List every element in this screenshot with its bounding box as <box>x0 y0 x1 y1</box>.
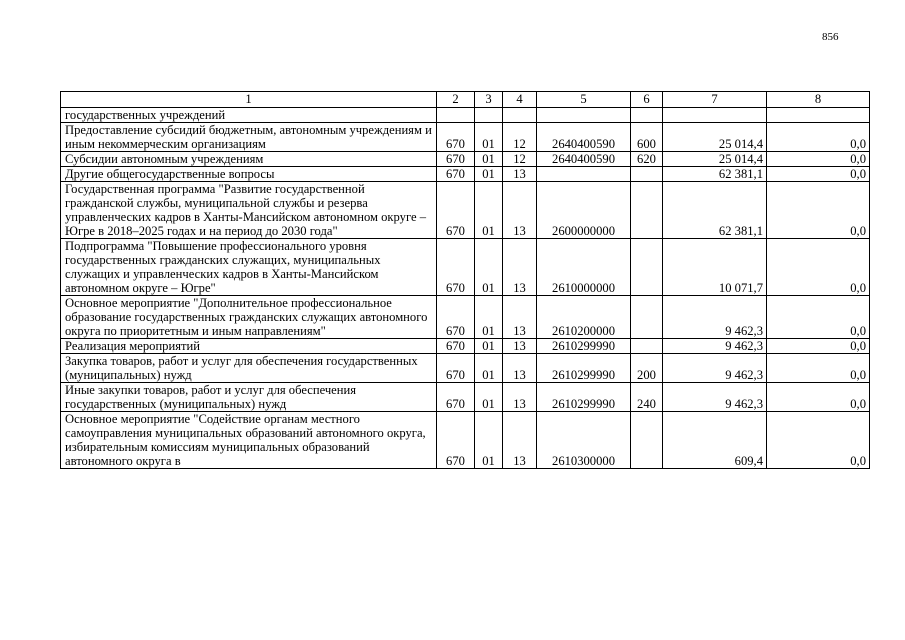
amount-cell: 62 381,1 <box>663 182 767 239</box>
table-body <box>61 108 870 469</box>
admin-code-cell: 670 <box>437 167 475 182</box>
target-article-cell: 2610299990 <box>537 354 631 383</box>
row-name-cell: Другие общегосударственные вопросы <box>61 167 437 182</box>
row-name-cell: Субсидии автономным учреждениям <box>61 152 437 167</box>
header-row <box>61 92 870 108</box>
table-row <box>61 167 870 182</box>
expense-type-cell: 200 <box>631 354 663 383</box>
amount-extra-cell: 0,0 <box>767 152 870 167</box>
section-code-cell: 01 <box>475 339 503 354</box>
target-article-cell: 2640400590 <box>537 152 631 167</box>
subsection-code-cell: 13 <box>503 182 537 239</box>
table-row <box>61 296 870 339</box>
amount-extra-cell: 0,0 <box>767 412 870 469</box>
row-name-cell: Закупка товаров, работ и услуг для обеспечения государственных (муниципальных) нужд <box>61 354 437 383</box>
subsection-code-cell: 13 <box>503 383 537 412</box>
subsection-code-cell: 13 <box>503 354 537 383</box>
target-article-cell <box>537 167 631 182</box>
row-name-cell: Иные закупки товаров, работ и услуг для обеспечения государственных (муниципальных) нужд <box>61 383 437 412</box>
section-code-cell: 01 <box>475 383 503 412</box>
row-name-cell: Основное мероприятие "Дополнительное профессиональное образование государственных гражданских служащих автономного округа по приоритетным и иным направлениям" <box>61 296 437 339</box>
amount-extra-cell: 0,0 <box>767 296 870 339</box>
header-cell: 8 <box>767 92 870 108</box>
expense-type-cell <box>631 296 663 339</box>
admin-code-cell: 670 <box>437 412 475 469</box>
amount-cell: 9 462,3 <box>663 296 767 339</box>
expense-type-cell <box>631 182 663 239</box>
subsection-code-cell: 12 <box>503 123 537 152</box>
target-article-cell: 2600000000 <box>537 182 631 239</box>
header-cell: 2 <box>437 92 475 108</box>
amount-cell: 609,4 <box>663 412 767 469</box>
expense-type-cell: 600 <box>631 123 663 152</box>
amount-extra-cell: 0,0 <box>767 339 870 354</box>
expense-type-cell <box>631 108 663 123</box>
table-row <box>61 339 870 354</box>
expense-type-cell: 240 <box>631 383 663 412</box>
amount-extra-cell: 0,0 <box>767 123 870 152</box>
table-row <box>61 383 870 412</box>
expense-type-cell <box>631 412 663 469</box>
admin-code-cell: 670 <box>437 354 475 383</box>
table-row <box>61 182 870 239</box>
table-row <box>61 108 870 123</box>
amount-cell: 25 014,4 <box>663 123 767 152</box>
target-article-cell: 2610000000 <box>537 239 631 296</box>
admin-code-cell: 670 <box>437 182 475 239</box>
row-name-cell: государственных учреждений <box>61 108 437 123</box>
section-code-cell: 01 <box>475 182 503 239</box>
row-name-cell: Реализация мероприятий <box>61 339 437 354</box>
expense-type-cell <box>631 239 663 296</box>
subsection-code-cell: 13 <box>503 339 537 354</box>
subsection-code-cell: 12 <box>503 152 537 167</box>
amount-extra-cell <box>767 108 870 123</box>
subsection-code-cell: 13 <box>503 412 537 469</box>
table-row <box>61 152 870 167</box>
header-cell: 3 <box>475 92 503 108</box>
header-cell: 1 <box>61 92 437 108</box>
row-name-cell: Предоставление субсидий бюджетным, автономным учреждениям и иным некоммерческим организациям <box>61 123 437 152</box>
amount-extra-cell: 0,0 <box>767 182 870 239</box>
amount-cell: 62 381,1 <box>663 167 767 182</box>
section-code-cell: 01 <box>475 239 503 296</box>
header-cell: 7 <box>663 92 767 108</box>
expense-type-cell: 620 <box>631 152 663 167</box>
subsection-code-cell: 13 <box>503 167 537 182</box>
table-row <box>61 412 870 469</box>
section-code-cell: 01 <box>475 167 503 182</box>
target-article-cell <box>537 108 631 123</box>
target-article-cell: 2610299990 <box>537 383 631 412</box>
page-number: 856 <box>822 31 839 43</box>
header-cell: 4 <box>503 92 537 108</box>
section-code-cell: 01 <box>475 412 503 469</box>
amount-cell: 9 462,3 <box>663 383 767 412</box>
amount-cell <box>663 108 767 123</box>
expense-type-cell <box>631 167 663 182</box>
row-name-cell: Основное мероприятие "Содействие органам местного самоуправления муниципальных образований автономного округа, избирательным комиссиям муниципальных образований автономного округа в <box>61 412 437 469</box>
subsection-code-cell: 13 <box>503 296 537 339</box>
header-cell: 6 <box>631 92 663 108</box>
admin-code-cell: 670 <box>437 296 475 339</box>
budget-table <box>60 91 870 469</box>
target-article-cell: 2640400590 <box>537 123 631 152</box>
subsection-code-cell <box>503 108 537 123</box>
amount-extra-cell: 0,0 <box>767 383 870 412</box>
row-name-cell: Государственная программа "Развитие государственной гражданской службы, муниципальной службы и резерва управленческих кадров в Ханты-Мансийском автономном округе – Югре в 2018–2025 годах и на период до 2030 года" <box>61 182 437 239</box>
admin-code-cell: 670 <box>437 152 475 167</box>
target-article-cell: 2610200000 <box>537 296 631 339</box>
admin-code-cell <box>437 108 475 123</box>
section-code-cell: 01 <box>475 123 503 152</box>
table-row <box>61 354 870 383</box>
amount-cell: 25 014,4 <box>663 152 767 167</box>
target-article-cell: 2610300000 <box>537 412 631 469</box>
table-row <box>61 239 870 296</box>
row-name-cell: Подпрограмма "Повышение профессионального уровня государственных гражданских служащих, муниципальных служащих и управленческих кадров в Ханты-Мансийском автономном округе – Югре" <box>61 239 437 296</box>
subsection-code-cell: 13 <box>503 239 537 296</box>
amount-cell: 9 462,3 <box>663 354 767 383</box>
header-cell: 5 <box>537 92 631 108</box>
amount-extra-cell: 0,0 <box>767 354 870 383</box>
section-code-cell: 01 <box>475 354 503 383</box>
target-article-cell: 2610299990 <box>537 339 631 354</box>
amount-cell: 10 071,7 <box>663 239 767 296</box>
table-row <box>61 123 870 152</box>
section-code-cell: 01 <box>475 296 503 339</box>
amount-cell: 9 462,3 <box>663 339 767 354</box>
amount-extra-cell: 0,0 <box>767 167 870 182</box>
section-code-cell: 01 <box>475 152 503 167</box>
admin-code-cell: 670 <box>437 383 475 412</box>
admin-code-cell: 670 <box>437 339 475 354</box>
amount-extra-cell: 0,0 <box>767 239 870 296</box>
expense-type-cell <box>631 339 663 354</box>
admin-code-cell: 670 <box>437 239 475 296</box>
section-code-cell <box>475 108 503 123</box>
admin-code-cell: 670 <box>437 123 475 152</box>
